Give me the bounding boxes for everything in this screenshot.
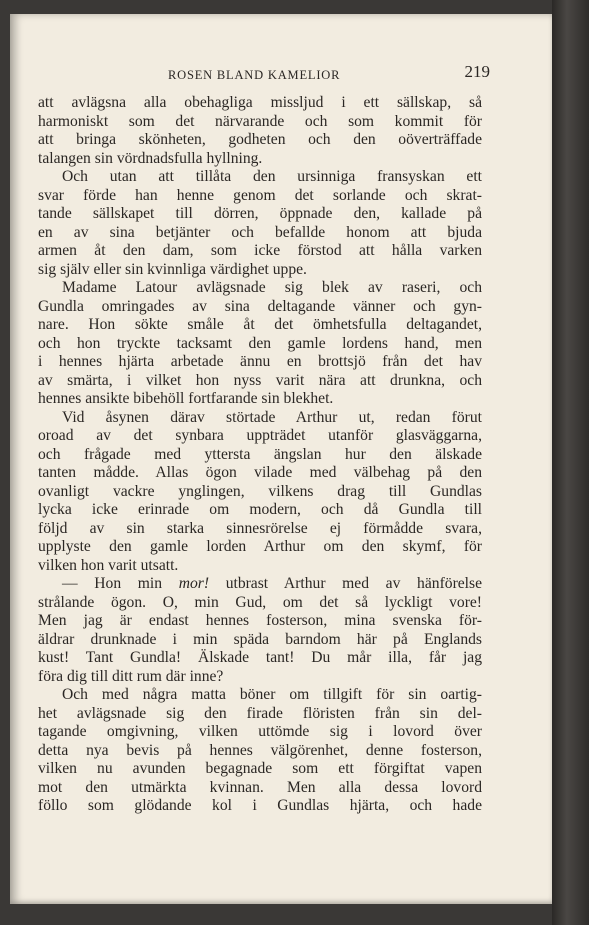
text-line: tagande omgivning, vilken uttömde sig i lovord över bbox=[38, 723, 482, 740]
text-line: upplyste den gamle lorden Arthur om den skymf, för bbox=[38, 538, 482, 555]
text-line: Men jag är endast hennes fosterson, mina svenska för- bbox=[38, 612, 482, 629]
text-line: armen åt den dam, som icke förstod att hålla varken bbox=[38, 242, 482, 259]
page-number: 219 bbox=[464, 62, 490, 81]
text-line: vilken nu avunden begagnade som ett förgiftat vapen bbox=[38, 760, 482, 777]
text-line: strålande ögon. O, min Gud, om det så lyckligt vore! bbox=[38, 593, 482, 611]
text-line: kust! Tant Gundla! Älskade tant! Du mår illa, får jag bbox=[38, 649, 482, 666]
text-line: och frågade med yttersta ängslan hur den älskade bbox=[38, 445, 482, 463]
book-binding-edge bbox=[552, 0, 589, 925]
text-line: sig själv eller sin kvinnliga värdighet uppe. bbox=[38, 260, 307, 278]
text-line: vilken hon varit utsatt. bbox=[38, 556, 179, 574]
text-line: Och med några matta böner om tillgift för sin oartig- bbox=[62, 686, 482, 703]
text-line: Gundla omringades av sina deltagande vänner och gyn- bbox=[38, 297, 482, 315]
text-line: och hon tryckte tacksamt den gamle lordens hand, men bbox=[38, 334, 482, 352]
text-line: av smärta, i vilket hon nyss varit nära att drunkna, och bbox=[38, 371, 482, 389]
text-line: äldrar drunknade i min späda barndom här på Englands bbox=[38, 630, 482, 648]
text-line: tande sällskapet till dörren, öppnade den, kallade på bbox=[38, 205, 482, 222]
text-line: detta nya bevis på hennes välgörenhet, denne fosterson, bbox=[38, 741, 482, 759]
text-line: ovanligt vackre ynglingen, vilkens drag till Gundlas bbox=[38, 482, 482, 500]
text-line: Och utan att tillåta den ursinniga fransyskan ett bbox=[62, 168, 482, 185]
text-line: nare. Hon sökte småle åt det ömhetsfulla deltagandet, bbox=[38, 316, 482, 333]
text-line: oroad av det synbara uppträdet utanför glasväggarna, bbox=[38, 427, 482, 444]
text-line: talangen sin vördnadsfulla hyllning. bbox=[38, 149, 263, 167]
text-line: föra dig till ditt rum där inne? bbox=[38, 667, 224, 685]
text-line: Madame Latour avlägsnade sig blek av raseri, och bbox=[62, 279, 482, 296]
text-segment: utbrast Arthur med av hänförelse bbox=[209, 575, 483, 592]
text-line: en av sina betjänter och befallde honom att bjuda bbox=[38, 223, 482, 241]
text-line: mot den utmärkta kvinnan. Men alla dessa lovord bbox=[38, 778, 482, 796]
text-line: följd av sin starka sinnesrörelse ej förmådde svara, bbox=[38, 519, 482, 537]
text-line: lycka icke erinrade om modern, och då Gundla till bbox=[38, 501, 482, 518]
text-line: harmoniskt som det närvarande och som kommit för bbox=[38, 112, 482, 130]
text-segment: — Hon min bbox=[62, 575, 179, 592]
text-line: att avlägsna alla obehagliga missljud i ett sällskap, så bbox=[38, 94, 482, 111]
text-line: föllo som glödande kol i Gundlas hjärta, och hade bbox=[38, 797, 482, 814]
italic-word: mor! bbox=[178, 575, 210, 592]
page-header bbox=[40, 62, 490, 86]
running-title: ROSEN BLAND KAMELIOR bbox=[168, 68, 341, 82]
text-line: att bringa skönheten, godheten och den oöverträffade bbox=[38, 131, 482, 148]
text-line: Vid åsynen därav störtade Arthur ut, redan förut bbox=[62, 408, 482, 426]
body-text bbox=[38, 94, 482, 816]
text-line: svar förde han henne genom det sorlande och skrat- bbox=[38, 186, 482, 204]
text-line: tanten mådde. Allas ögon vilade med välbehag på den bbox=[38, 464, 482, 481]
text-line: het avlägsnade sig den firade flöristen från sin del- bbox=[38, 704, 482, 722]
text-line: hennes ansikte bibehöll fortfarande sin blekhet. bbox=[38, 390, 334, 407]
text-line: i hennes hjärta arbetade ännu en brottsjö från det hav bbox=[38, 353, 482, 370]
text-line bbox=[38, 575, 482, 594]
